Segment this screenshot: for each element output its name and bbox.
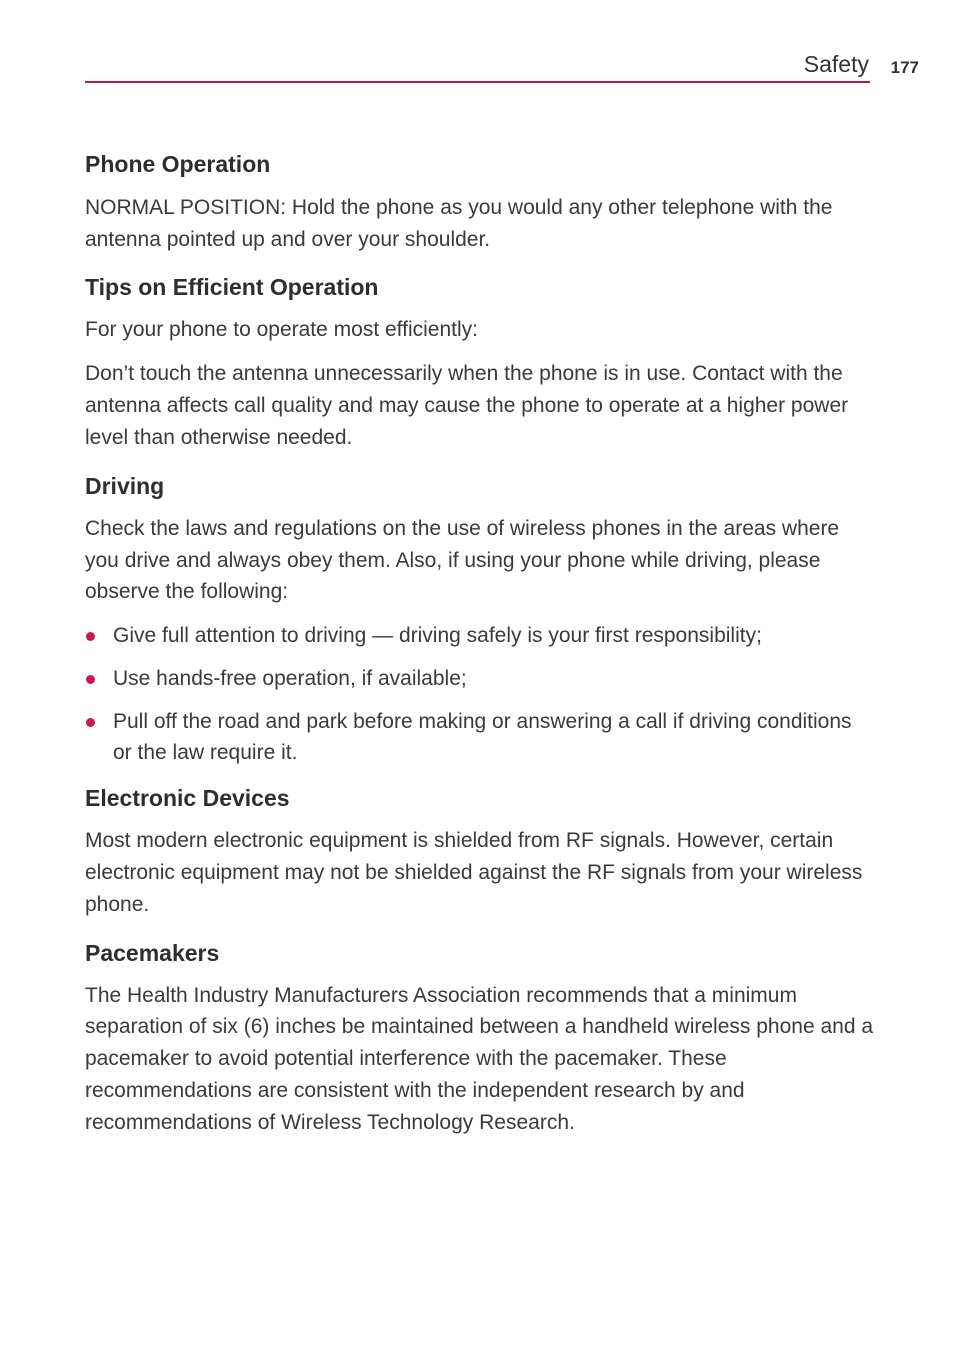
section-tips-efficient-operation	[85, 271, 875, 454]
list-item	[85, 663, 875, 694]
section-electronic-devices	[85, 782, 875, 920]
section-paragraph: Most modern electronic equipment is shielded from RF signals. However, certain electronic equipment may not be shielded against the RF signals from your wireless phone.	[85, 829, 863, 916]
page-header	[85, 48, 919, 88]
section-pacemakers	[85, 937, 875, 1139]
section-heading: Electronic Devices	[85, 785, 290, 812]
section-heading: Driving	[85, 472, 165, 499]
section-paragraph: For your phone to operate most efficiently:	[85, 317, 478, 341]
list-item-text: Use hands-free operation, if available;	[113, 667, 467, 691]
section-heading: Phone Operation	[85, 151, 271, 177]
section-paragraph: Check the laws and regulations on the use of wireless phones in the areas where you drive and always obey them. Also, if using your phone while driving, please observe the following:	[85, 516, 840, 604]
section-phone-operation	[85, 148, 875, 256]
driving-bullet-list	[85, 620, 875, 768]
section-driving	[85, 470, 875, 768]
list-item	[85, 620, 875, 651]
bullet-icon	[86, 718, 95, 727]
list-item	[85, 706, 875, 768]
section-paragraph: The Health Industry Manufacturers Association recommends that a minimum separation of six (6) inches be maintained between a handheld wireless phone and a pacemaker to avoid potential interference with the pacemaker. These recommendations are consistent with the independent research by and recommendations of Wireless Technology Research.	[85, 983, 874, 1134]
header-divider	[85, 81, 870, 83]
section-heading: Pacemakers	[85, 939, 220, 966]
section-paragraph: NORMAL POSITION: Hold the phone as you would any other telephone with the antenna pointed up and over your shoulder.	[85, 196, 833, 251]
list-item-text: Pull off the road and park before making or answering a call if driving conditions or the law require it.	[113, 710, 852, 765]
chapter-title: Safety	[803, 51, 869, 77]
bullet-icon	[86, 632, 95, 641]
page-number: 177	[890, 58, 919, 77]
page-content	[85, 148, 875, 1139]
list-item-text: Give full attention to driving — driving safely is your first responsibility;	[113, 624, 762, 648]
section-paragraph: Don’t touch the antenna unnecessarily when the phone is in use. Contact with the antenna affects call quality and may cause the phone to operate at a higher power level than otherwise needed.	[85, 362, 849, 449]
bullet-icon	[86, 675, 95, 684]
section-heading: Tips on Efficient Operation	[85, 273, 379, 300]
